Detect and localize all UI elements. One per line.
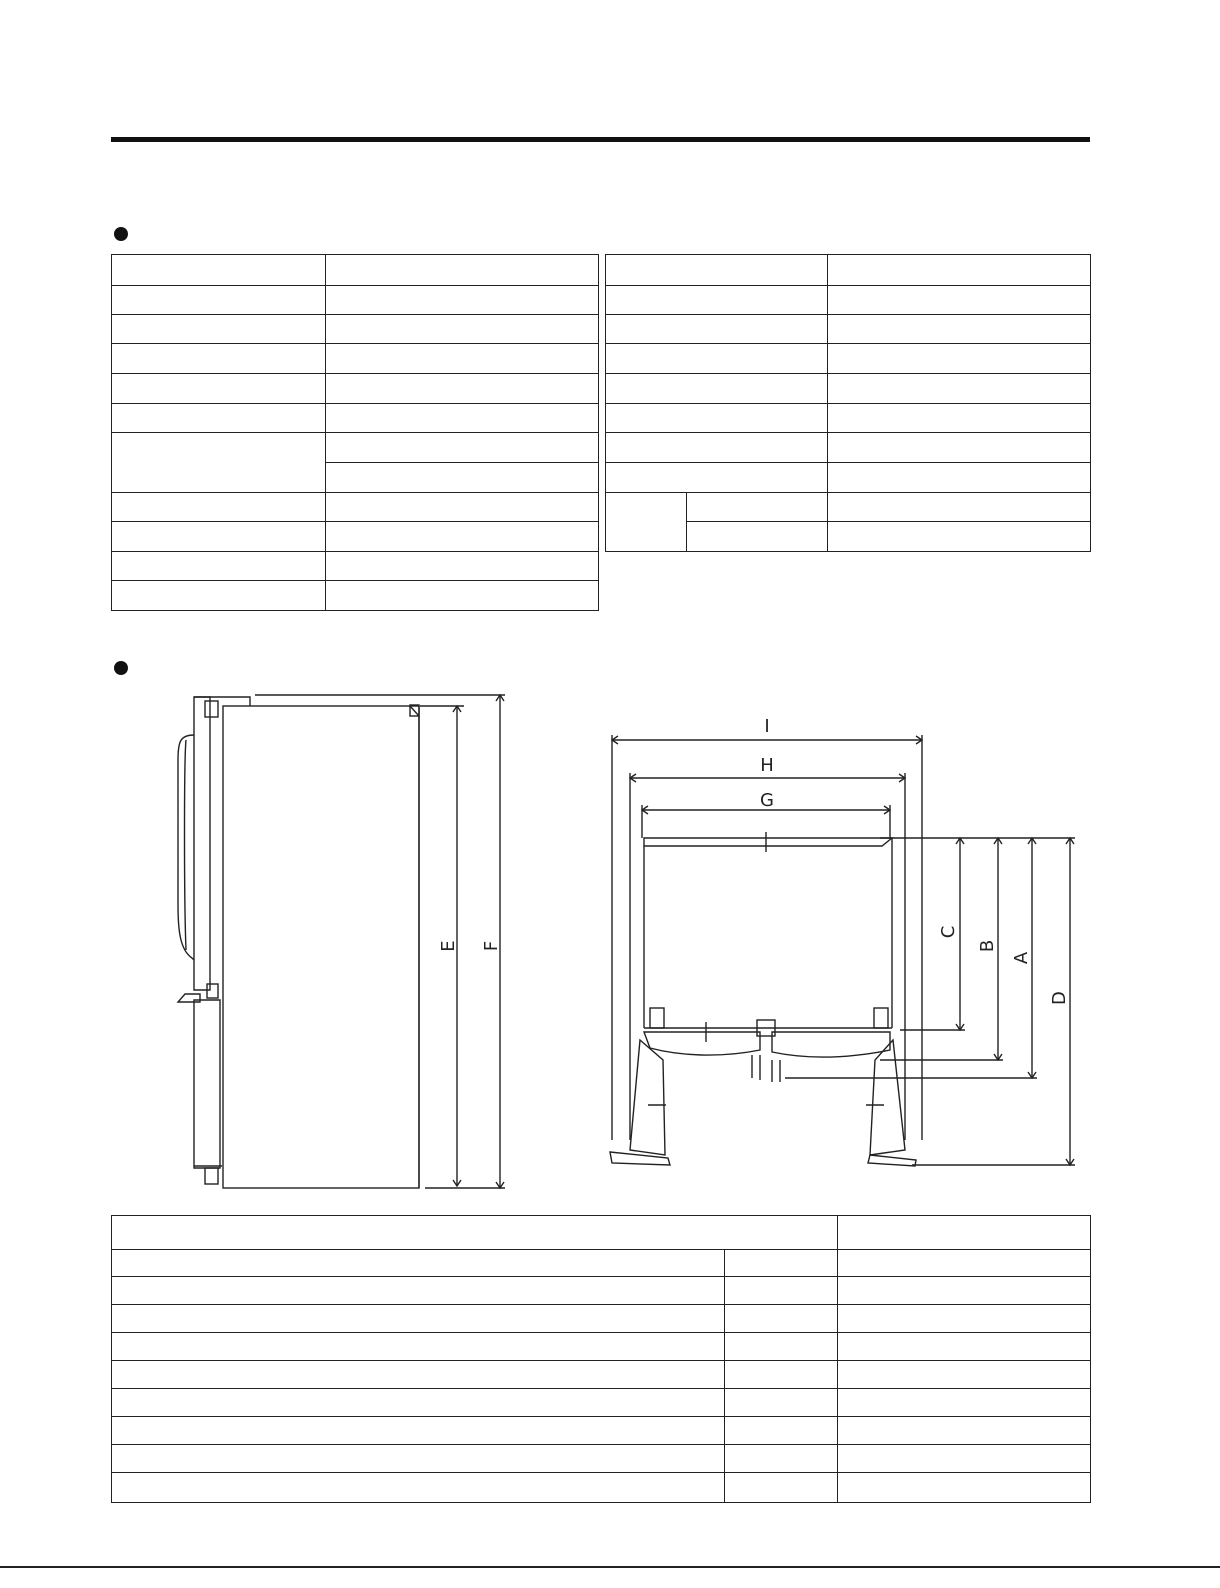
footer-rule xyxy=(0,1566,1220,1568)
cabinet-side-outline xyxy=(223,706,419,1188)
table-cell xyxy=(838,1305,1091,1333)
table-cell xyxy=(112,1389,725,1417)
table-cell xyxy=(112,1216,838,1250)
table-cell xyxy=(112,1305,725,1333)
table-cell xyxy=(725,1361,838,1389)
upper-door-side xyxy=(194,697,210,990)
table-cell xyxy=(725,1333,838,1361)
dimension-label-a: A xyxy=(1011,951,1032,965)
table-cell xyxy=(838,1389,1091,1417)
table-cell xyxy=(838,1277,1091,1305)
table-cell xyxy=(725,1305,838,1333)
dimensions-table xyxy=(111,1215,1091,1503)
dimension-label-b: B xyxy=(977,939,998,953)
table-cell xyxy=(725,1473,838,1503)
top-view-drawing xyxy=(610,735,1075,1166)
dimension-label-e: E xyxy=(438,940,459,952)
table-cell xyxy=(112,1473,725,1503)
cabinet-top-outline xyxy=(644,838,892,1028)
dimension-label-c: C xyxy=(938,925,959,939)
table-cell xyxy=(112,1277,725,1305)
table-cell xyxy=(112,1250,725,1277)
table-cell xyxy=(838,1417,1091,1445)
table-cell xyxy=(112,1361,725,1389)
table-cell xyxy=(838,1445,1091,1473)
dimension-label-d: D xyxy=(1049,991,1070,1005)
table-cell xyxy=(838,1473,1091,1503)
table-cell xyxy=(112,1417,725,1445)
left-door-top-view xyxy=(644,1032,760,1055)
dimension-label-h: H xyxy=(760,755,774,776)
table-cell xyxy=(725,1445,838,1473)
table-cell xyxy=(725,1389,838,1417)
table-cell xyxy=(838,1361,1091,1389)
table-cell xyxy=(725,1417,838,1445)
table-cell xyxy=(838,1333,1091,1361)
dimension-label-g: G xyxy=(760,790,774,811)
table-cell xyxy=(838,1250,1091,1277)
table-cell xyxy=(725,1250,838,1277)
right-door-top-view xyxy=(772,1032,890,1057)
dimension-label-f: F xyxy=(481,940,502,952)
lower-door-side xyxy=(194,1000,220,1168)
door-handle xyxy=(178,735,194,960)
table-cell xyxy=(112,1333,725,1361)
table-cell xyxy=(725,1277,838,1305)
table-cell xyxy=(838,1216,1091,1250)
dimension-label-i: I xyxy=(764,716,770,737)
table-cell xyxy=(112,1445,725,1473)
